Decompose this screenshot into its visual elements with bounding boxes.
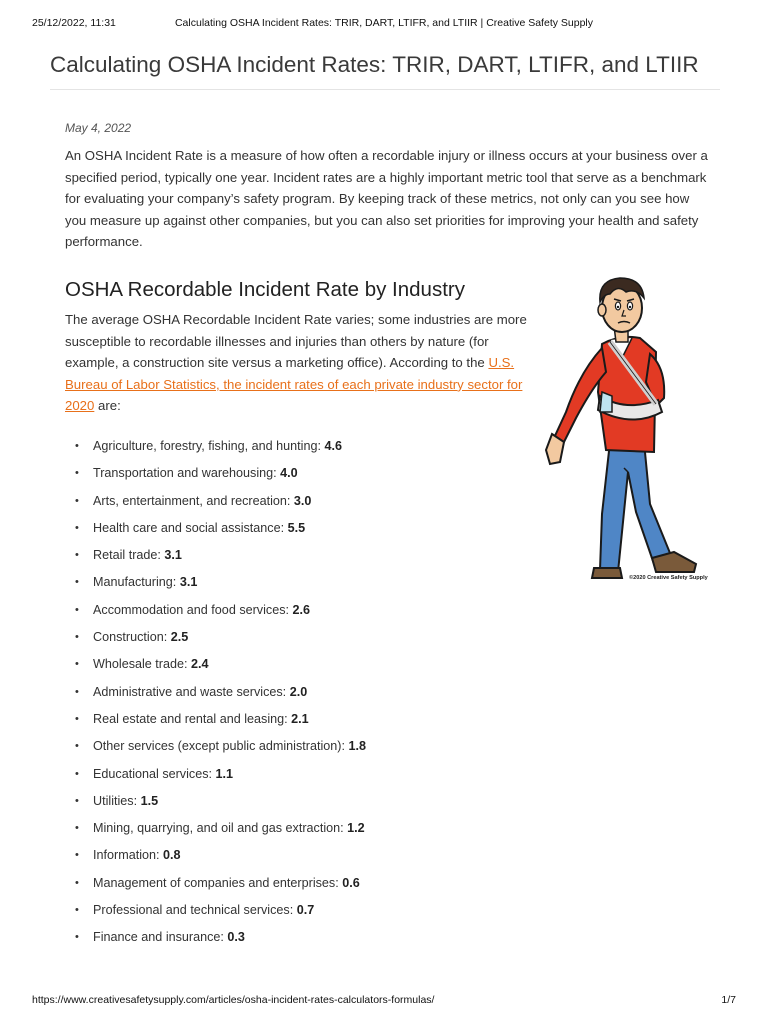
bullet-icon: • — [75, 822, 79, 835]
bls-link[interactable]: U.S. Bureau of Labor Statistics, the incident rates of each private industry sector for 2020 — [65, 355, 523, 414]
industry-name: Management of companies and enterprises: — [93, 875, 343, 890]
intro-paragraph: An OSHA Incident Rate is a measure of how often a recordable injury or illness occurs at your business over a specified period, typically one year. Incident rates are a highly important metric tool that serve as a benchmark for evaluating your company’s safety program. By keeping track of these metrics, not only can you see how you measure up against other companies, but you can also set priorities for improving your health and safety performance. — [65, 148, 708, 250]
bullet-icon: • — [75, 767, 79, 780]
industry-rate: 3.1 — [179, 575, 198, 590]
list-item — [75, 900, 535, 927]
industry-name: Agriculture, forestry, fishing, and hunting: — [93, 439, 325, 453]
bullet-icon: • — [75, 549, 79, 562]
injured-worker-illustration — [540, 272, 710, 588]
bullet-icon: • — [75, 904, 79, 917]
industry-rate: 3.0 — [293, 493, 312, 508]
industry-name: Administrative and waste services: — [93, 684, 290, 699]
industry-rate: 1.5 — [140, 793, 159, 808]
industry-rate: 2.0 — [289, 684, 308, 699]
industry-name: Arts, entertainment, and recreation: — [93, 493, 294, 508]
industry-name: Educational services: — [93, 766, 216, 781]
industry-rate: 0.6 — [342, 875, 360, 890]
list-item — [75, 518, 535, 545]
list-item — [75, 545, 535, 572]
list-item — [75, 764, 535, 791]
bullet-icon: • — [75, 440, 79, 452]
print-url: https://www.creativesafetysupply.com/articles/osha-incident-rates-calculators-formulas/ — [32, 994, 435, 1006]
print-footer — [32, 994, 736, 1008]
industry-name: Retail trade: — [93, 548, 165, 563]
industry-rate: 0.3 — [227, 930, 245, 945]
bullet-icon: • — [75, 658, 79, 671]
industry-name: Utilities: — [93, 793, 141, 808]
list-item — [75, 736, 535, 763]
bullet-icon: • — [75, 931, 79, 944]
list-item — [75, 436, 535, 463]
bullet-icon: • — [75, 794, 79, 807]
list-item — [75, 818, 535, 845]
list-item — [75, 572, 535, 599]
bullet-icon: • — [75, 494, 79, 507]
print-doc-title: Calculating OSHA Incident Rates: TRIR, DART, LTIFR, and LTIIR | Creative Safety Supply — [174, 17, 594, 29]
industry-rate: 2.1 — [291, 711, 309, 726]
industry-rate: 4.0 — [280, 466, 298, 481]
industry-rate: 2.5 — [170, 630, 189, 645]
bullet-icon: • — [75, 603, 79, 616]
industry-name: Information: — [93, 848, 163, 863]
list-item — [75, 709, 535, 736]
list-item — [75, 845, 535, 872]
industry-name: Transportation and warehousing: — [93, 466, 281, 481]
industry-name: Construction: — [93, 630, 171, 645]
section-heading: OSHA Recordable Incident Rate by Industry — [65, 278, 465, 301]
industry-name: Other services (except public administration): — [93, 739, 349, 754]
bullet-icon: • — [75, 576, 79, 589]
bullet-icon: • — [75, 876, 79, 889]
industry-rate: 0.8 — [163, 848, 181, 863]
industry-rate: 1.1 — [215, 766, 234, 781]
bullet-icon: • — [75, 467, 79, 480]
industry-name: Accommodation and food services: — [93, 602, 293, 617]
list-item — [75, 873, 535, 900]
industry-name: Health care and social assistance: — [93, 520, 288, 535]
list-item — [75, 927, 535, 954]
industry-name: Mining, quarrying, and oil and gas extraction: — [93, 821, 348, 836]
industry-name: Professional and technical services: — [93, 903, 297, 918]
bullet-icon: • — [75, 685, 79, 698]
industry-rate: 5.5 — [287, 520, 306, 535]
industry-rate: 2.4 — [191, 657, 209, 672]
industry-name: Manufacturing: — [93, 575, 180, 590]
section-lead-text: The average OSHA Recordable Incident Rate varies; some industries are more susceptible to recordable illnesses and injuries than others by nature (for example, a construction site versus a marketing office). According to the — [65, 312, 527, 371]
industry-rate: 3.1 — [164, 548, 182, 563]
image-credit: ©2020 Creative Safety Supply — [629, 575, 708, 581]
industry-rates-list — [75, 436, 535, 955]
industry-rate: 2.6 — [292, 602, 311, 617]
industry-rate: 1.2 — [347, 821, 365, 836]
print-header — [32, 17, 736, 31]
page-number: 1/7 — [721, 994, 736, 1006]
section-lead-paragraph — [65, 309, 535, 417]
industry-name: Wholesale trade: — [93, 657, 192, 672]
list-item — [75, 491, 535, 518]
industry-rate: 1.8 — [348, 739, 366, 754]
bullet-icon: • — [75, 712, 79, 725]
section-lead-tail: are: — [94, 398, 121, 414]
industry-rate: 0.7 — [296, 903, 315, 918]
article-title: Calculating OSHA Incident Rates: TRIR, DART, LTIFR, and LTIIR — [50, 52, 699, 77]
print-date: 25/12/2022, 11:31 — [32, 17, 116, 29]
list-item — [75, 627, 535, 654]
industry-name: Finance and insurance: — [93, 930, 228, 945]
bullet-icon: • — [75, 521, 79, 534]
title-divider — [50, 89, 720, 90]
industry-name: Real estate and rental and leasing: — [93, 711, 292, 726]
list-item — [75, 654, 535, 681]
bullet-icon: • — [75, 631, 79, 644]
list-item — [75, 791, 535, 818]
industry-rate: 4.6 — [324, 439, 342, 453]
bullet-icon: • — [75, 740, 79, 753]
list-item — [75, 682, 535, 709]
injured-worker-drawing — [540, 272, 710, 588]
post-date: May 4, 2022 — [65, 121, 132, 135]
list-item — [75, 463, 535, 490]
bullet-icon: • — [75, 849, 79, 862]
list-item — [75, 600, 535, 627]
